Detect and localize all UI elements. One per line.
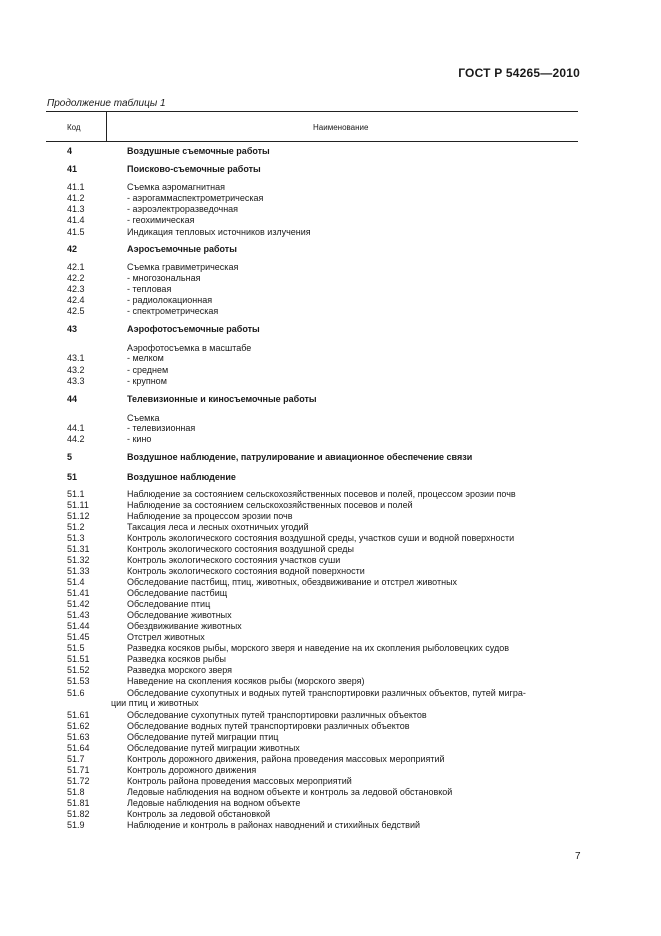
row-code: 51.12 — [67, 511, 90, 521]
row-code: 41.3 — [67, 204, 85, 214]
table-row — [0, 688, 661, 708]
row-name: Разведка косяков рыбы, морского зверя и наведение на их скопления рыболовецких судов — [127, 643, 510, 653]
row-code: 51.11 — [67, 500, 89, 510]
row-name: - крупном — [127, 376, 167, 386]
row-name: Обследование путей миграции животных — [127, 743, 300, 753]
row-code: 41.5 — [67, 227, 85, 237]
row-code: 51.43 — [67, 610, 90, 620]
row-code: 42 — [67, 244, 78, 254]
row-code: 51.44 — [67, 621, 90, 631]
row-code: 43.3 — [67, 376, 85, 386]
row-code: 44.2 — [67, 434, 85, 444]
row-name: Отстрел животных — [127, 632, 205, 642]
header-name: Наименование — [313, 123, 369, 132]
row-name: Обследование птиц — [127, 599, 211, 609]
row-name: - телевизионная — [127, 423, 196, 433]
row-name: Воздушные съемочные работы — [127, 146, 270, 156]
row-code: 51.8 — [67, 787, 85, 797]
row-name: Обследование животных — [127, 610, 232, 620]
row-name: Таксация леса и лесных охотничьих угодий — [127, 522, 309, 532]
row-name: Телевизионные и киносъемочные работы — [127, 394, 317, 404]
standard-number: ГОСТ Р 54265—2010 — [458, 66, 580, 80]
row-name: Съемка аэромагнитная — [127, 182, 226, 192]
row-code: 42.3 — [67, 284, 85, 294]
row-code: 41.1 — [67, 182, 85, 192]
row-code: 51.63 — [67, 732, 90, 742]
row-name: Наблюдение за состоянием сельскохозяйственных посевов и полей, процессом эрозии почв — [127, 489, 516, 499]
row-name: - кино — [127, 434, 152, 444]
row-name: Контроль экологического состояния воздушной среды — [127, 544, 354, 554]
row-name: Наблюдение за процессом эрозии почв — [127, 511, 293, 521]
row-code: 41.4 — [67, 215, 85, 225]
row-code: 51.6 — [67, 688, 85, 698]
row-name: Обследование путей миграции птиц — [127, 732, 279, 742]
row-name: - среднем — [127, 365, 169, 375]
row-code: 51.71 — [67, 765, 90, 775]
row-code: 5 — [67, 452, 73, 462]
row-name: Контроль дорожного движения — [127, 765, 257, 775]
row-name: Наблюдение и контроль в районах наводнений и стихийных бедствий — [127, 820, 420, 830]
row-name: Контроль экологического состояния водной поверхности — [127, 566, 365, 576]
row-name: Воздушное наблюдение, патрулирование и авиационное обеспечение связи — [127, 452, 473, 462]
row-code: 42.4 — [67, 295, 85, 305]
header-code: Код — [67, 123, 81, 132]
row-code: 51.82 — [67, 809, 90, 819]
row-name: Обследование пастбищ, птиц, животных, обездвиживание и отстрел животных — [127, 577, 458, 587]
row-code: 51.52 — [67, 665, 90, 675]
row-code: 51.62 — [67, 721, 90, 731]
row-code: 51 — [67, 472, 78, 482]
page-number: 7 — [575, 851, 581, 862]
row-code: 42.1 — [67, 262, 85, 272]
row-code: 51.5 — [67, 643, 85, 653]
row-name: - аэрогаммаспектрометрическая — [127, 193, 264, 203]
row-name: Обследование водных путей транспортировки различных объектов — [127, 721, 410, 731]
row-code: 43.2 — [67, 365, 85, 375]
row-code: 51.1 — [67, 489, 85, 499]
row-code: 43 — [67, 324, 78, 334]
row-code: 51.3 — [67, 533, 85, 543]
row-name: Воздушное наблюдение — [127, 472, 236, 482]
row-name-line2: ции птиц и животных — [111, 698, 199, 708]
row-name: Ледовые наблюдения на водном объекте — [127, 798, 301, 808]
row-code: 51.51 — [67, 654, 90, 664]
row-name: Разведка морского зверя — [127, 665, 233, 675]
row-code: 51.32 — [67, 555, 90, 565]
row-name: Обездвиживание животных — [127, 621, 242, 631]
row-name: - тепловая — [127, 284, 172, 294]
row-code: 41.2 — [67, 193, 85, 203]
row-name: Контроль за ледовой обстановкой — [127, 809, 271, 819]
row-code: 51.81 — [67, 798, 90, 808]
row-name-line1: Обследование сухопутных и водных путей транспортировки различных объектов, путей мигра- — [127, 688, 526, 698]
row-code: 51.72 — [67, 776, 90, 786]
row-code: 51.2 — [67, 522, 85, 532]
row-name: - мелком — [127, 353, 164, 363]
row-name: Контроль дорожного движения, района проведения массовых мероприятий — [127, 754, 445, 764]
row-name: Съемка — [127, 413, 160, 423]
header-bottom-rule — [46, 141, 578, 142]
row-name: - аэроэлектроразведочная — [127, 204, 239, 214]
row-name: - радиолокационная — [127, 295, 213, 305]
row-name: Контроль экологического состояния участков суши — [127, 555, 341, 565]
row-name: - многозональная — [127, 273, 201, 283]
row-name: Обследование сухопутных путей транспортировки различных объектов — [127, 710, 427, 720]
row-name: Индикация тепловых источников излучения — [127, 227, 311, 237]
row-name: Аэрофотосъемка в масштабе — [127, 343, 252, 353]
row-name: Аэросъемочные работы — [127, 244, 237, 254]
row-code: 41 — [67, 164, 78, 174]
row-code: 43.1 — [67, 353, 85, 363]
row-name: Наблюдение за состоянием сельскохозяйственных посевов и полей — [127, 500, 413, 510]
row-code: 51.61 — [67, 710, 90, 720]
row-name: Съемка гравиметрическая — [127, 262, 239, 272]
row-code: 51.64 — [67, 743, 90, 753]
row-name: Поисково-съемочные работы — [127, 164, 261, 174]
row-name: Наведение на скопления косяков рыбы (морского зверя) — [127, 676, 365, 686]
row-code: 42.5 — [67, 306, 85, 316]
row-code: 51.9 — [67, 820, 85, 830]
row-code: 44.1 — [67, 423, 85, 433]
row-code: 51.41 — [67, 588, 90, 598]
row-name: Контроль экологического состояния воздушной среды, участков суши и водной поверхности — [127, 533, 515, 543]
row-code: 51.31 — [67, 544, 90, 554]
table-top-rule — [46, 111, 578, 112]
row-code: 44 — [67, 394, 78, 404]
row-code: 4 — [67, 146, 73, 156]
row-name: Обследование пастбищ — [127, 588, 228, 598]
row-code: 51.42 — [67, 599, 90, 609]
row-name: - спектрометрическая — [127, 306, 219, 316]
row-name: Аэрофотосъемочные работы — [127, 324, 260, 334]
header-column-divider — [106, 111, 107, 141]
row-name: - геохимическая — [127, 215, 195, 225]
row-name: Ледовые наблюдения на водном объекте и контроль за ледовой обстановкой — [127, 787, 453, 797]
row-name — [111, 688, 579, 708]
row-name: Контроль района проведения массовых мероприятий — [127, 776, 352, 786]
row-code: 51.53 — [67, 676, 90, 686]
row-code: 51.4 — [67, 577, 85, 587]
row-code: 51.7 — [67, 754, 85, 764]
table-continuation-caption: Продолжение таблицы 1 — [47, 98, 166, 109]
row-name: Разведка косяков рыбы — [127, 654, 226, 664]
row-code: 42.2 — [67, 273, 85, 283]
row-code: 51.33 — [67, 566, 90, 576]
row-code: 51.45 — [67, 632, 90, 642]
